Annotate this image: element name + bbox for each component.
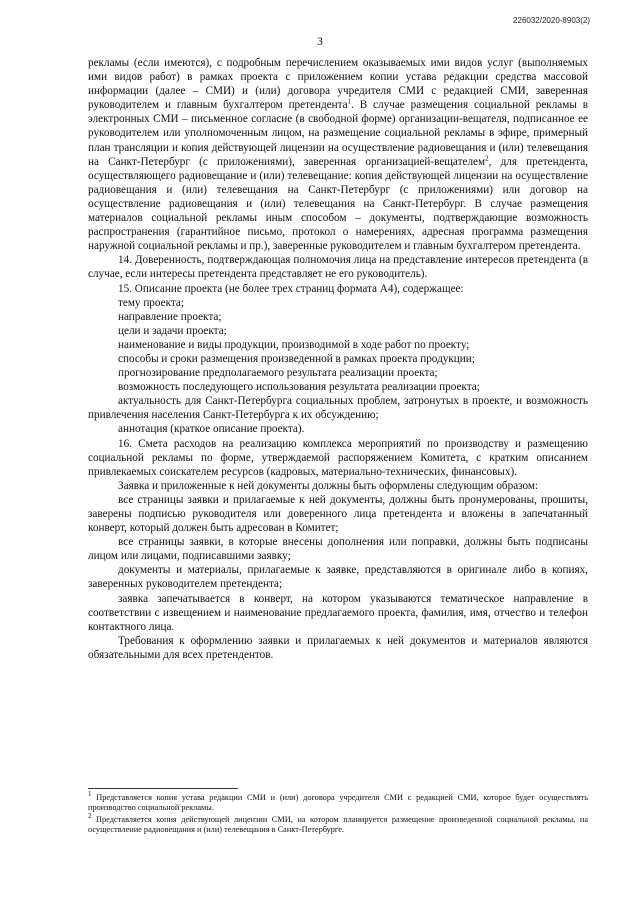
footnote-ref-2: 2 xyxy=(485,153,489,162)
page-number: 3 xyxy=(317,36,323,48)
document-registration-number: 226032/2020-8903(2) xyxy=(513,16,590,25)
document-body xyxy=(88,56,588,662)
list-item: возможность последующего использования результата реализации проекта; xyxy=(118,381,480,394)
requirement-copies: документы и материалы, прилагаемые к заявке, представляются в оригинале либо в копиях, заверенных руководителем претендента; xyxy=(88,564,588,591)
list-item: тему проекта; xyxy=(118,296,184,309)
footnotes xyxy=(88,790,588,836)
paragraph-15-project-description: 15. Описание проекта (не более трех страниц формата А4), содержащее: xyxy=(118,282,464,295)
footnote-separator xyxy=(88,788,238,789)
paragraph-14-power-of-attorney: 14. Доверенность, подтверждающая полномочия лица на представление интересов претендента (в случае, если интересы претендента представляет не его руководитель). xyxy=(88,254,588,281)
list-item: наименование и виды продукции, производимой в ходе работ по проекту; xyxy=(118,338,470,351)
footnote-ref-1: 1 xyxy=(347,97,352,106)
list-item-annotation: аннотация (краткое описание проекта). xyxy=(118,423,305,436)
requirement-signatures: все страницы заявки, в которые внесены дополнения или поправки, должны быть подписаны лицом или лицами, подписавшими заявку; xyxy=(88,536,588,563)
paragraph-requirements-intro: Заявка и приложенные к ней документы должны быть оформлены следующим образом: xyxy=(118,479,539,492)
paragraph-closing: Требования к оформлению заявки и прилагаемых к ней документов и материалов являются обязательными для всех претендентов. xyxy=(88,634,588,661)
list-item: цели и задачи проекта; xyxy=(118,324,227,337)
requirement-numbering: все страницы заявки и прилагаемые к ней документы, должны быть пронумерованы, прошиты, заверены подписью руководителя или доверенного лица претендента и вложены в запечатанный конверт, который должен быть адресован в Комитет; xyxy=(88,493,588,535)
paragraph-16-cost-estimate: 16. Смета расходов на реализацию комплекса мероприятий по производству и размещению социальной рекламы по форме, утверждаемой распоряжением Комитета, с кратким описанием привлекаемых соискателем ресурсов (кадровых, материально-технических, финансовых). xyxy=(88,437,588,478)
paragraph-advertising-docs: рекламы (если имеются), с подробным перечислением оказываемых ими видов услуг (выполняемых ими видов работ) в рамках проекта с приложением копии устава редакции средства массовой информации (далее – СМИ) и (или) договора учредителя СМИ с редакцией СМИ, заверенная руководителем и главным бухгалтером претендента$^1$. В случае размещения социальной рекламы в электронных СМИ – письменное согласие (в свободной форме) организации-вещателя, подписанное ее руководителем или уполномоченным лицом, на размещение социальной рекламы в эфире, примерный план трансляции и копия действующей лицензии на осуществление радиовещания и (или) телевещания на Санкт-Петербург (с приложениями), заверенная организацией-вещателем$^2$, для претендента, осуществляющего радиовещание и (или) телевещание: копия действующей лицензии на осуществление радиовещания и (или) телевещания на Санкт-Петербург (с приложениями) или договор на осуществление радиовещания и (или) телевещания на Санкт-Петербург. В случае размещения материалов социальной рекламы иным способом – документы, подтверждающие возможность распространения (гарантийное письмо, протокол о намерениях, адресная программа размещения наружной социальной рекламы и пр.), заверенные руководителем и главным бухгалтером претендента. xyxy=(88,57,588,253)
list-item: прогнозирование предполагаемого результата реализации проекта; xyxy=(118,367,438,380)
footnote-1: $^1$ Представляется копия устава редакции СМИ и (или) договора учредителя СМИ с редакцией СМИ, которое будет осуществлять производство социальной рекламы. xyxy=(88,790,588,813)
list-item-relevance: актуальность для Санкт-Петербурга социальных проблем, затронутых в проекте, и возможность привлечения населения Санкт-Петербурга к их обсуждению; xyxy=(88,395,588,422)
list-item: способы и сроки размещения произведенной в рамках проекта продукции; xyxy=(118,352,475,365)
list-item: направление проекта; xyxy=(118,310,222,323)
requirement-envelope: заявка запечатывается в конверт, на котором указываются тематическое направление в соответствии с извещением и наименование предлагаемого проекта, фамилия, имя, отчество и телефон контактного лица. xyxy=(88,592,588,633)
footnote-2: $^2$ Представляется копия действующей лицензии СМИ, на котором планируется размещение произведенной социальной рекламы, на осуществление радиовещания и (или) телевещания в Санкт-Петербурге. xyxy=(88,811,588,834)
